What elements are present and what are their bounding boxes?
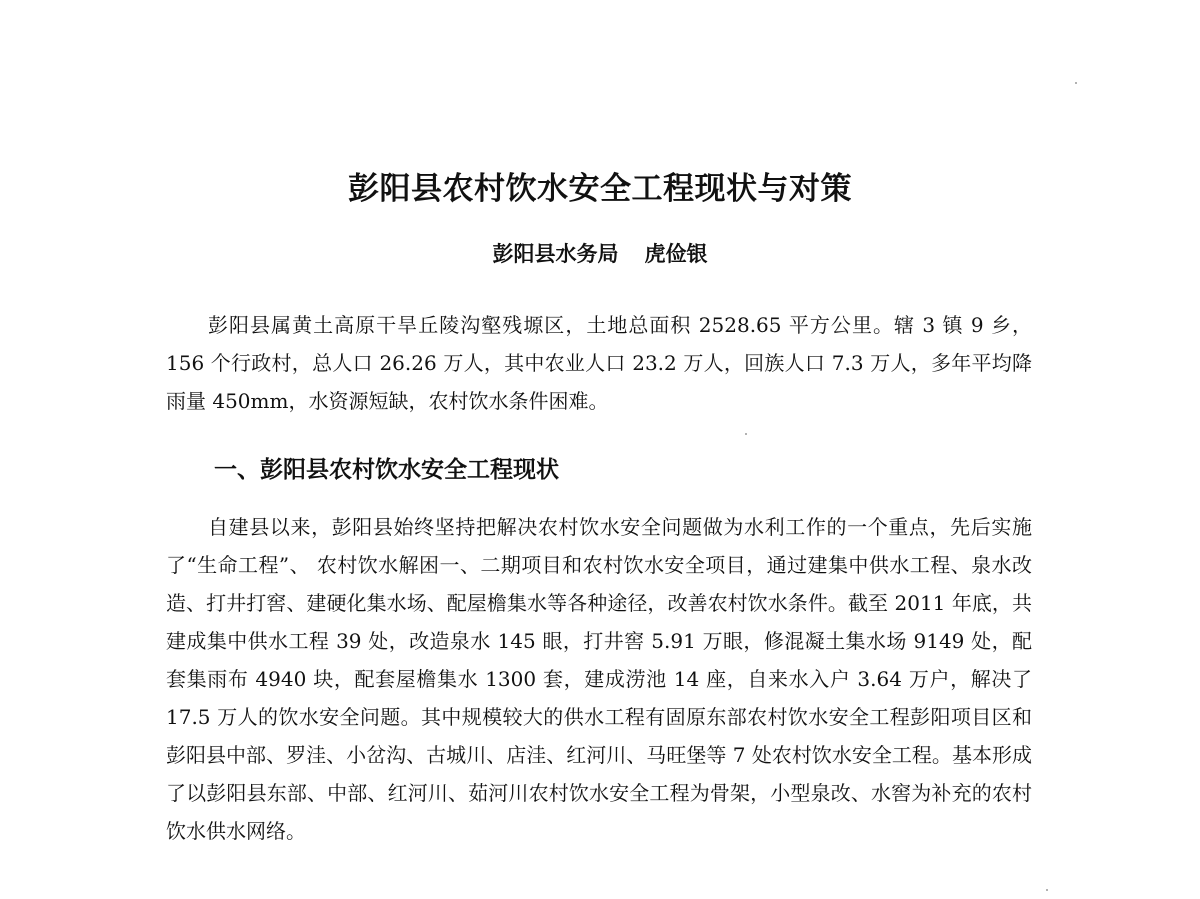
byline-author: 虎俭银: [644, 241, 708, 266]
scan-speck: [1046, 889, 1048, 891]
document-title: 彭阳县农村饮水安全工程现状与对策: [348, 171, 852, 207]
byline: [0, 238, 1200, 268]
intro-paragraph: 彭阳县属黄土高原干旱丘陵沟壑残塬区，土地总面积 2528.65 平方公里。辖 3 镇 9 乡，156 个行政村，总人口 26.26 万人，其中农业人口 23.2 万人，回族人口 7.3 万人，多年平均降雨量 450mm，水资源短缺，农村饮水条件困难。: [166, 313, 1032, 413]
section-heading: 一、彭阳县农村饮水安全工程现状: [214, 457, 559, 483]
section-paragraph: 自建县以来，彭阳县始终坚持把解决农村饮水安全问题做为水利工作的一个重点，先后实施了“生命工程”、 农村饮水解困一、二期项目和农村饮水安全项目，通过建集中供水工程、泉水改造、打井打窖、建硬化集水场、配屋檐集水等各种途径，改善农村饮水条件。截至 2011 年底，共建成集中供水工程 39 处，改造泉水 145 眼，打井窖 5.91 万眼，修混凝土集水场 9149 处，配套集雨布 4940 块，配套屋檐集水 1300 套，建成涝池 14 座，自来水入户 3.64 万户，解决了 17.5 万人的饮水安全问题。其中规模较大的供水工程有固原东部农村饮水安全工程彭阳项目区和彭阳县中部、罗洼、小岔沟、古城川、店洼、红河川、马旺堡等 7 处农村饮水安全工程。基本形成了以彭阳县东部、中部、红河川、茹河川农村饮水安全工程为骨架，小型泉改、水窖为补充的农村饮水供水网络。: [166, 515, 1032, 843]
scan-speck: [1075, 82, 1077, 84]
byline-organization: 彭阳县水务局: [492, 241, 619, 266]
scan-speck: [745, 433, 747, 435]
